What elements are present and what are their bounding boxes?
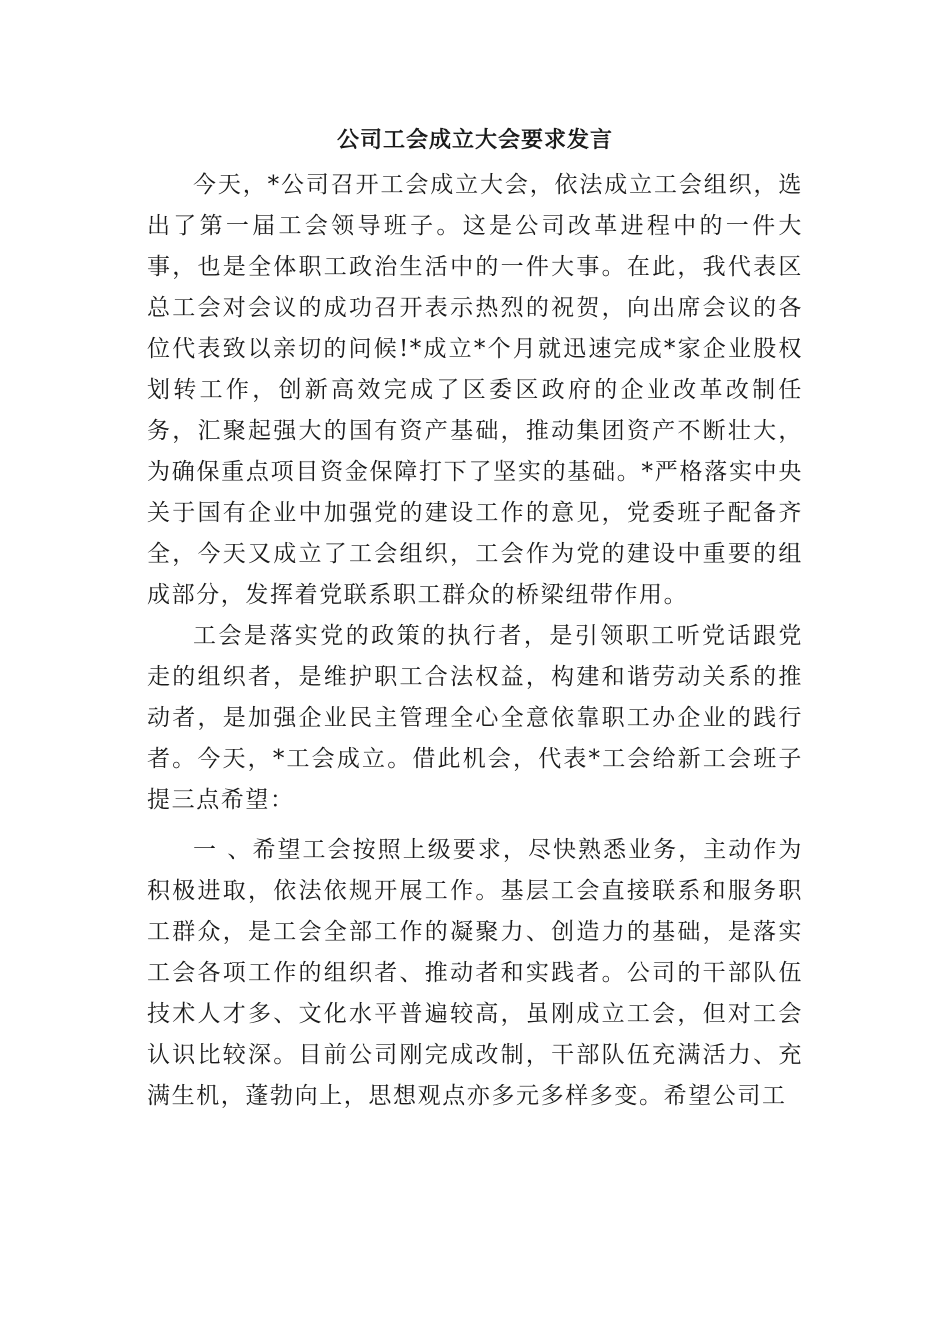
paragraph-hope-one: 一 、希望工会按照上级要求，尽快熟悉业务，主动作为积极进取，依法依规开展工作。基层工会直接联系和服务职工群众，是工会全部工作的凝聚力、创造力的基础，是落实工会各项工作的组织者、推动者和实践者。公司的干部队伍技术人才多、文化水平普遍较高，虽刚成立工会，但对工会认识比较深。目前公司刚完成改制，干部队伍充满活力、充满生机，蓬勃向上，思想观点亦多元多样多变。希望公司工 bbox=[147, 837, 803, 1109]
document-title: 公司工会成立大会要求发言 bbox=[336, 127, 613, 153]
paragraph-opening: 今天，*公司召开工会成立大会，依法成立工会组织，选出了第一届工会领导班子。这是公司改革进程中的一件大事，也是全体职工政治生活中的一件大事。在此，我代表区总工会对会议的成功召开表示热烈的祝贺，向出席会议的各位代表致以亲切的问候!*成立*个月就迅速完成*家企业股权划转工作，创新高效完成了区委区政府的企业改革改制任务，汇聚起强大的国有资产基础，推动集团资产不断壮大，为确保重点项目资金保障打下了坚实的基础。*严格落实中央关于国有企业中加强党的建设工作的意见，党委班子配备齐全，今天又成立了工会组织，工会作为党的建设中重要的组成部分，发挥着党联系职工群众的桥梁纽带作用。 bbox=[147, 172, 803, 608]
paragraph-union-role: 工会是落实党的政策的执行者，是引领职工听党话跟党走的组织者，是维护职工合法权益，构建和谐劳动关系的推动者，是加强企业民主管理全心全意依靠职工办企业的践行者。今天，*工会成立。借此机会，代表*工会给新工会班子提三点希望： bbox=[147, 623, 803, 813]
